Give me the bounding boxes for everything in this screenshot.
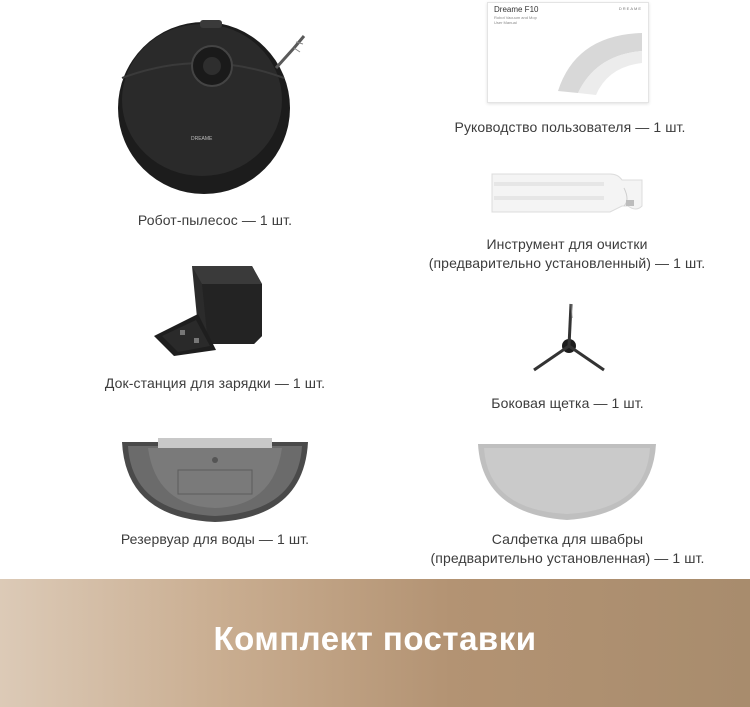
tool-caption: Инструмент для очистки (предварительно установленный) — 1 шт. <box>428 236 706 271</box>
mop-pad-image <box>476 440 658 524</box>
manual-logo: DREAME <box>618 6 642 11</box>
brush-caption: Боковая щетка — 1 шт. <box>491 395 644 411</box>
charging-dock-image <box>150 258 270 358</box>
mop-caption: Салфетка для швабры (предварительно установленная) — 1 шт. <box>430 531 705 566</box>
tank-caption: Резервуар для воды — 1 шт. <box>120 531 310 547</box>
manual-image <box>487 2 649 103</box>
robot-logo: DREAME <box>191 136 213 142</box>
robot-vacuum-image <box>108 8 308 198</box>
dock-caption: Док-станция для зарядки — 1 шт. <box>104 375 326 391</box>
banner-title: Комплект поставки <box>213 620 537 657</box>
cleaning-tool-image <box>490 166 645 218</box>
water-tank-image <box>118 436 312 526</box>
robot-caption: Робот-пылесос — 1 шт. <box>137 212 293 228</box>
manual-caption: Руководство пользователя — 1 шт. <box>454 119 686 135</box>
side-brush-image <box>524 302 614 378</box>
manual-subtitle: Robot Vacuum and Mop User Manual <box>494 15 537 25</box>
manual-title: Dreame F10 <box>494 5 539 14</box>
